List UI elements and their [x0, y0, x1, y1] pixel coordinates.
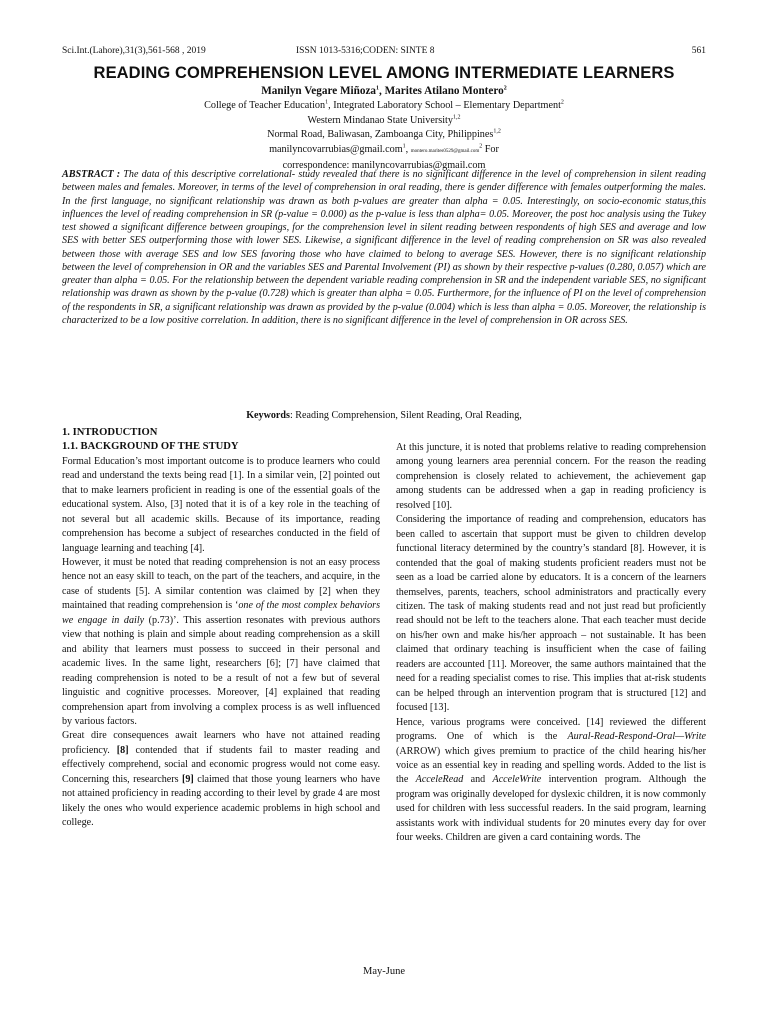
citation-ref: [8] [116, 744, 129, 756]
text-run: (ARROW) which gives premium to practice of the child hearing his/her voice as an essential key in reading and spelling words. Added to the list is the [396, 745, 706, 786]
text-run: Hence, various programs were conceived. [14] reviewed the different programs. One of which is the [396, 716, 706, 743]
affiliation-sup: 1,2 [452, 114, 461, 121]
abstract [62, 168, 706, 327]
running-header [62, 46, 706, 60]
text-run: contended that if students fail to master reading and effectively comprehend, social and economic progress would not come easy. Concerning this, researchers [62, 744, 380, 785]
keywords [62, 410, 706, 421]
program-name: AcceleWrite [492, 774, 542, 786]
correspondence-line: correspondence: manilyncovarrubias@gmail.com [282, 160, 486, 172]
program-name: Aural-Read-Respond-Oral—Write [567, 731, 706, 743]
affiliation-address: Normal Road, Baliwasan, Zamboanga City, Philippines [267, 129, 494, 141]
text-run: claimed that those young learners who have not attained proficiency in reading according to their level by grade 4 are most likely the ones who would experience academic problems in high school and college. [62, 773, 380, 829]
front-matter [60, 84, 708, 174]
affiliation-department: , Integrated Laboratory School – Elementary Department [328, 100, 561, 111]
text-run: (p.73)’. This assertion resonates with previous authors view that nothing is plain and simple about reading comprehension as a skill and ability that learners must possess to succeed in their personal and academic lives. In the same light, researchers [6]; [7] have claimed that reading comprehension is noted to be a result of not a few but of several linguistic and cognitive processes. Moreover, [4] explained that reading comprehension apart from involving a complex process is as well influenced by various factors. [62, 614, 380, 727]
section-heading: 1. INTRODUCTION [62, 427, 158, 438]
email-line: manilyncovarrubias@gmail.com$^1$, montero.marites0529@gmail.com$^2$ For [269, 143, 499, 155]
affiliation-college: College of Teacher Education [204, 100, 326, 111]
journal-citation: Sci.Int.(Lahore),31(3),561-568 , 2019 [62, 46, 206, 56]
author-name: Marites Atilano Montero [384, 85, 504, 97]
left-column [62, 426, 380, 831]
issn-coden: ISSN 1013-5316;CODEN: SINTE 8 [296, 46, 435, 56]
program-name: AcceleRead [415, 774, 464, 786]
for-text: For [484, 143, 499, 155]
email-link[interactable]: montero.marites0529@gmail.com [410, 148, 480, 154]
body-paragraph: Considering the importance of reading and comprehension, educators has been called to ascertain that support must be given to children develop functional literacy determined by the country’s standard [8]. However, it is contended that the goal of making students proficient readers must not be seen as a load be carried alone by educators. It is a concern of the learners themselves, parents, teachers, school administrators and practically every citizen. The task of making students read and not just read but proficiently read should not be left to the teachers alone. That each teacher must decide on his/her own and make his/her approach – not sustainable. It has been claimed that ordinary teaching is insufficient when the case of failing readers are accounted [11]. Moreover, the same authors maintained that the need for a reading specialist comes to rise. This implies that at-risk students can be helped through an intervention program that is structured [12] and focused [13]. [396, 514, 706, 714]
page-number: 561 [691, 46, 706, 56]
body-paragraph: At this juncture, it is noted that problems relative to reading comprehension among young learners area perennial concern. For the reason the reading comprehension is closely related to achievement, the achievement gap among students can be addressed when a gap in reading proficiency is resolved [10]. [396, 442, 706, 511]
keywords-text: : Reading Comprehension, Silent Reading, Oral Reading, [289, 410, 522, 421]
author-separator: , [379, 85, 385, 97]
body-paragraph [396, 716, 706, 846]
email-sup: 1 [402, 143, 406, 150]
page-footer: May-June [363, 966, 405, 977]
text-run: and [463, 774, 493, 786]
author-list [60, 84, 708, 99]
affiliation-sup: 2 [560, 99, 564, 106]
keywords-label: Keywords [246, 410, 290, 421]
author-name: Manilyn Vegare Miñoza [261, 85, 377, 97]
author-sup: 2 [503, 85, 507, 92]
right-column [396, 441, 706, 846]
email-link[interactable]: manilyncovarrubias@gmail.com [269, 143, 403, 155]
affiliation-line [60, 99, 708, 114]
affiliation-sup: 1,2 [493, 128, 501, 135]
subsection-heading: 1.1. BACKGROUND OF THE STUDY [62, 441, 239, 453]
abstract-label: ABSTRACT : [62, 169, 121, 180]
affiliation-sup: 1 [325, 99, 329, 106]
body-paragraph [62, 556, 380, 729]
text-run: However, it must be noted that reading comprehension is not an easy process hence not an easy skill to teach, on the part of the teachers, and acquire, in the case of students [5]. A similar contention was claimed by [2] when they maintained that reading comprehension is ‘ [62, 556, 380, 612]
text-run: Great dire consequences await learners who have not attained reading proficiency. [62, 730, 380, 756]
affiliation-university: Western Mindanao State University [307, 114, 453, 126]
text-run: intervention program. Although the program was originally developed for dyslexic children, it is now commonly used for children with less successful readers. In the said program, learning assistants work with individual students for 20 minutes every day for over four weeks. Children are given a card containing words. The [396, 774, 706, 844]
paper-title: READING COMPREHENSION LEVEL AMONG INTERMEDIATE LEARNERS [93, 64, 675, 82]
quote-text: one of the most complex behaviors we engage in daily [62, 600, 380, 626]
body-paragraph: Formal Education’s most important outcome is to produce learners who could read and understand the texts being read [1]. In a similar vein, [2] pointed out that to make learners proficient in reading is one of the essential goals of the educational system. Also, [3] noted that it is of a key role in the teaching of not several but all academic skills. Because of its importance, reading comprehension has become a subject of researches conducted in the field of language learning and teaching [4]. [62, 455, 380, 554]
affiliation-line [60, 128, 708, 143]
affiliation-line [60, 114, 708, 129]
body-paragraph [62, 729, 380, 830]
email-sup: 2 [479, 143, 483, 150]
abstract-text: The data of this descriptive correlational- study revealed that there is no significant difference in the level of comprehension in silent reading between males and females. Moreover, in terms of the level of comprehension in oral reading, there is gender difference with females outperforming the males. In the first language, no significant relationship was drawn as both p-values are greater than alpha = 0.05. Interestingly, on socio-economic status,this influences the level of reading comprehension in SR (p-value = 0.000) as the p-value is less than alpha= 0.05. Moreover, the post hoc analysis using the Tukey test showed a significant difference between groupings, for the comprehension level in silent reading between respondents of high SES and average and low SES with better SES outperforming those with lower SES. Likewise, a significant difference in the level of reading comprehension on SR was also revealed between those with average SES and low SES favoring those who have claimed to belong to average SES. However, there is no significant relationship between the level of comprehension in OR and the variables SES and Parental Involvement (PI) as shown by their respective p-values (0.280, 0.057) which are greater than alpha = 0.05. For the relationship between the dependent variable reading comprehension in SR and the independent variable SES, no significant relationship was drawn as shown by the p-value (0.728) which is greater than alpha = 0.05. Furthermore, for the influence of PI on the level of comprehension of the respondents in SR, a significant relationship was drawn as provided by the p-value (0.004) which is less than alpha = 0.05. Moreover, the relationship is characterized to be a low positive correlation. In addition, there is no significant difference in the level of comprehension in OR across SES. [62, 169, 706, 326]
author-sup: 1 [376, 85, 380, 92]
citation-ref: [9] [181, 773, 194, 785]
